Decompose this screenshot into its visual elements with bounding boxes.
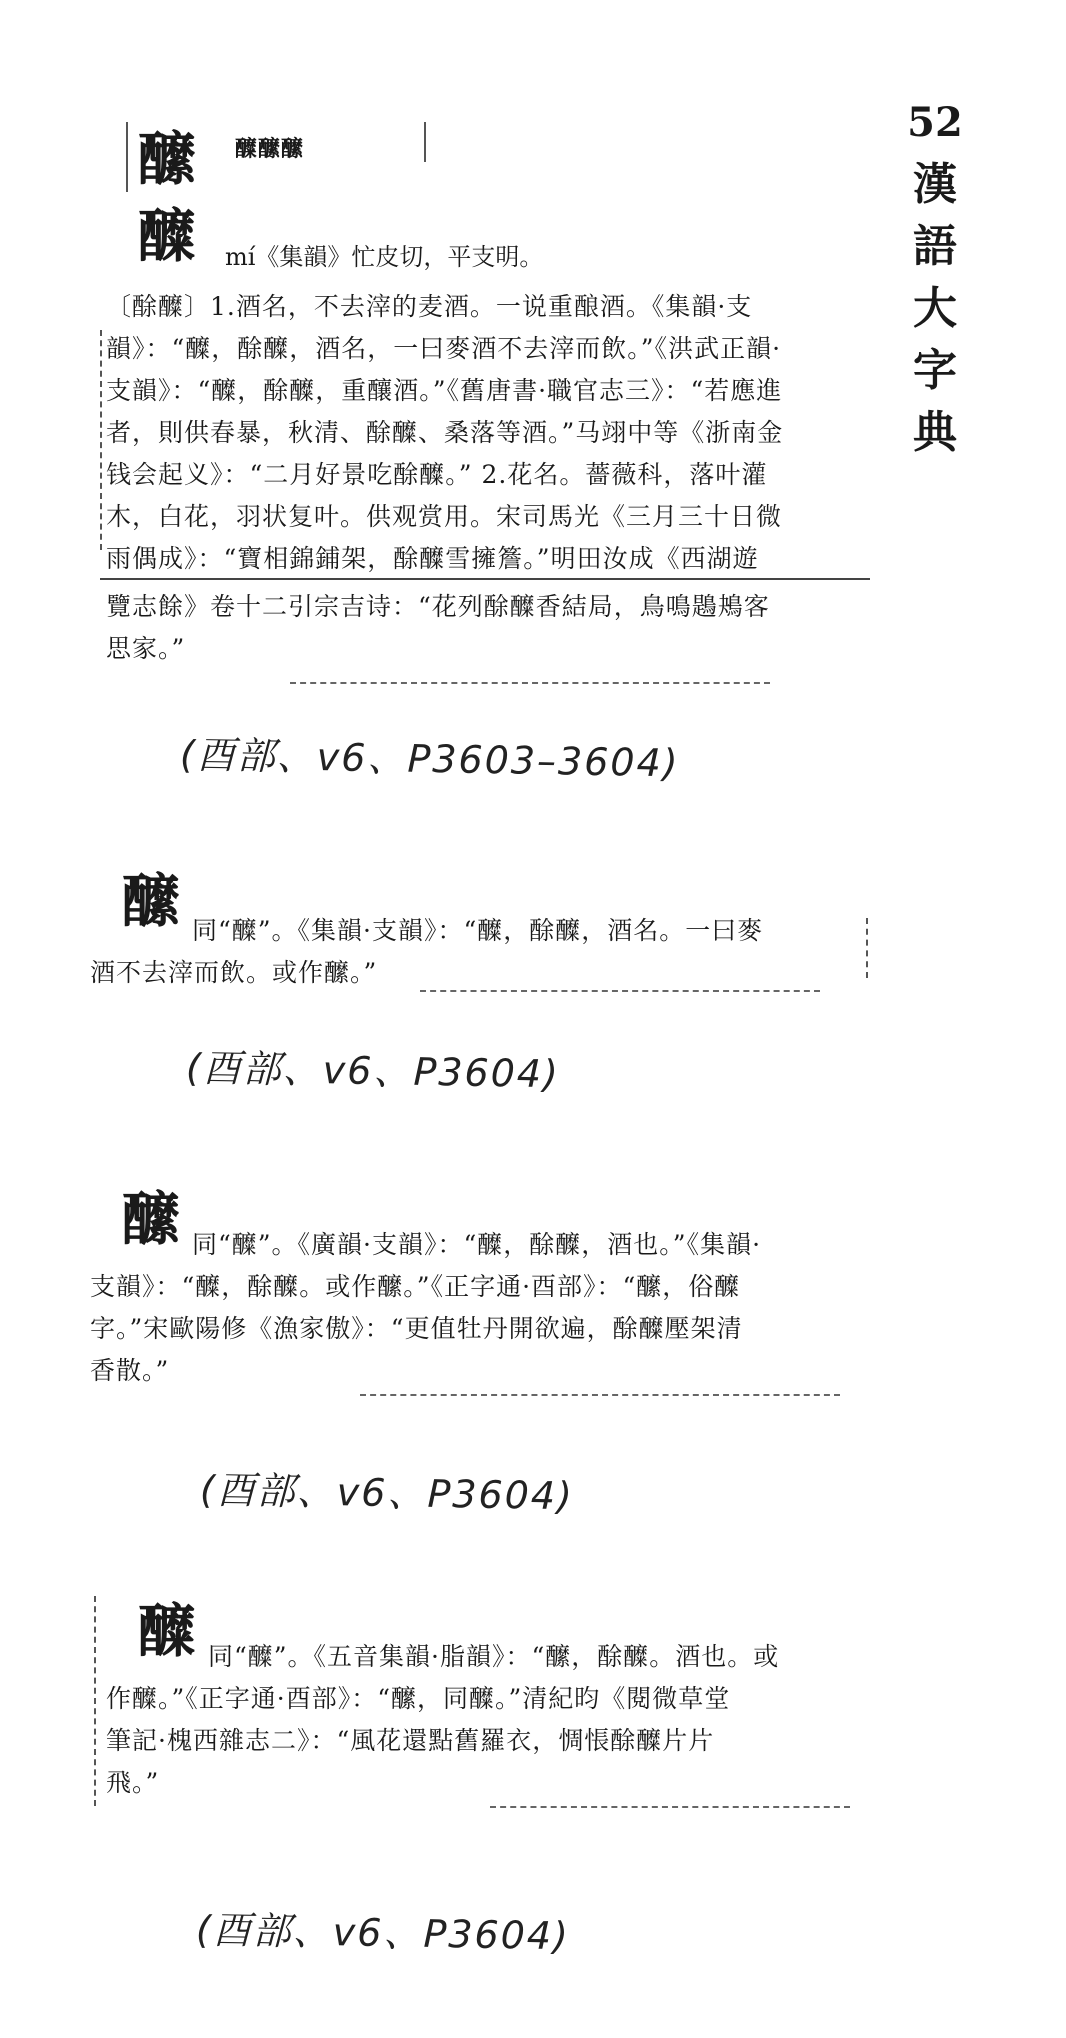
scan-rule	[360, 1394, 840, 1396]
scan-mark	[100, 330, 102, 550]
text-line: 支韻》：“醾，酴醾，重釀酒。”《舊唐書·職官志三》：“若應進	[106, 376, 783, 405]
scan-mark	[126, 122, 128, 192]
text-line: 同“醾”。《五音集韻·脂韻》：“醿，酴醾。酒也。或	[208, 1642, 780, 1671]
page-number: 52	[907, 99, 963, 146]
definition-text	[90, 910, 870, 994]
definition-text	[106, 1636, 870, 1804]
text-line: 思家。”	[106, 634, 186, 663]
scan-rule	[420, 990, 820, 992]
scan-mark	[94, 1596, 96, 1806]
text-line: 韻》：“醾，酴醾，酒名，一曰麥酒不去滓而飲。”《洪武正韻·	[106, 334, 782, 363]
text-line: 字。”宋歐陽修《漁家傲》：“更值牡丹開欲遍，酴醾壓架清	[90, 1314, 743, 1343]
head-character: 醾	[138, 202, 197, 270]
text-line: 〔酴醾〕1.酒名，不去滓的麦酒。一说重酿酒。《集韻·支	[106, 292, 753, 321]
variant-forms: 醾醿醿	[235, 136, 305, 162]
handwritten-note: (酉部、v6、P3604)	[199, 1467, 575, 1519]
scan-rule	[100, 578, 870, 580]
pronunciation: mí《集韻》忙皮切，平支明。	[225, 243, 544, 271]
text-line: 雨偶成》：“寶相錦鋪架，酴醾雪擁簷。”明田汝成《西湖遊	[106, 544, 759, 573]
scan-mark	[424, 122, 426, 162]
scan-rule	[490, 1806, 850, 1808]
head-character: 醿	[138, 125, 197, 193]
text-line: 同“醾”。《集韻·支韻》：“醾，酴醾，酒名。一曰麥	[192, 916, 764, 945]
text-line: 同“醾”。《廣韻·支韻》：“醾，酴醾，酒也。”《集韻·	[192, 1230, 762, 1259]
head-character: 醾	[138, 1597, 197, 1665]
text-line: 者，則供春暴，秋清、酴醾、桑落等酒。”马翊中等《浙南金	[106, 418, 784, 447]
handwritten-note: (酉部、v6、P3604)	[185, 1045, 561, 1097]
title-char: 漢	[913, 159, 957, 210]
text-line: 香散。”	[90, 1356, 170, 1385]
text-line: 覽志餘》卷十二引宗吉诗：“花列酴醾香結局，鳥鳴鶗鴂客	[106, 592, 770, 621]
text-line: 飛。”	[106, 1768, 160, 1797]
title-char: 典	[913, 407, 957, 458]
handwritten-note: (酉部、v6、P3603–3604)	[179, 732, 680, 786]
text-line: 木，白花，羽状复叶。供观赏用。宋司馬光《三月三十日微	[106, 502, 783, 531]
head-character: 醿	[122, 1185, 181, 1253]
text-line: 支韻》：“醾，酴醾。或作醿。”《正字通·酉部》：“醿，俗醾	[90, 1272, 741, 1301]
title-char: 語	[913, 221, 957, 272]
text-line: 钱会起义》：“二月好景吃酴醾。” 2.花名。薔薇科，落叶灌	[106, 460, 768, 489]
title-char: 字	[913, 345, 957, 396]
head-character: 醿	[122, 867, 181, 935]
handwritten-note: (酉部、v6、P3604)	[195, 1907, 571, 1959]
text-line: 作醾。”《正字通·酉部》：“醿，同醾。”清紀昀《閱微草堂	[106, 1684, 731, 1713]
scan-rule	[290, 682, 770, 684]
text-line: 筆記·槐西雜志二》：“風花還點舊羅衣，惆悵酴醾片片	[106, 1726, 715, 1755]
dictionary-title	[905, 100, 965, 464]
definition-text	[106, 286, 866, 670]
title-char: 大	[913, 283, 957, 334]
definition-text	[90, 1224, 870, 1392]
text-line: 酒不去滓而飲。或作醿。”	[90, 958, 378, 987]
scan-mark	[866, 918, 868, 978]
